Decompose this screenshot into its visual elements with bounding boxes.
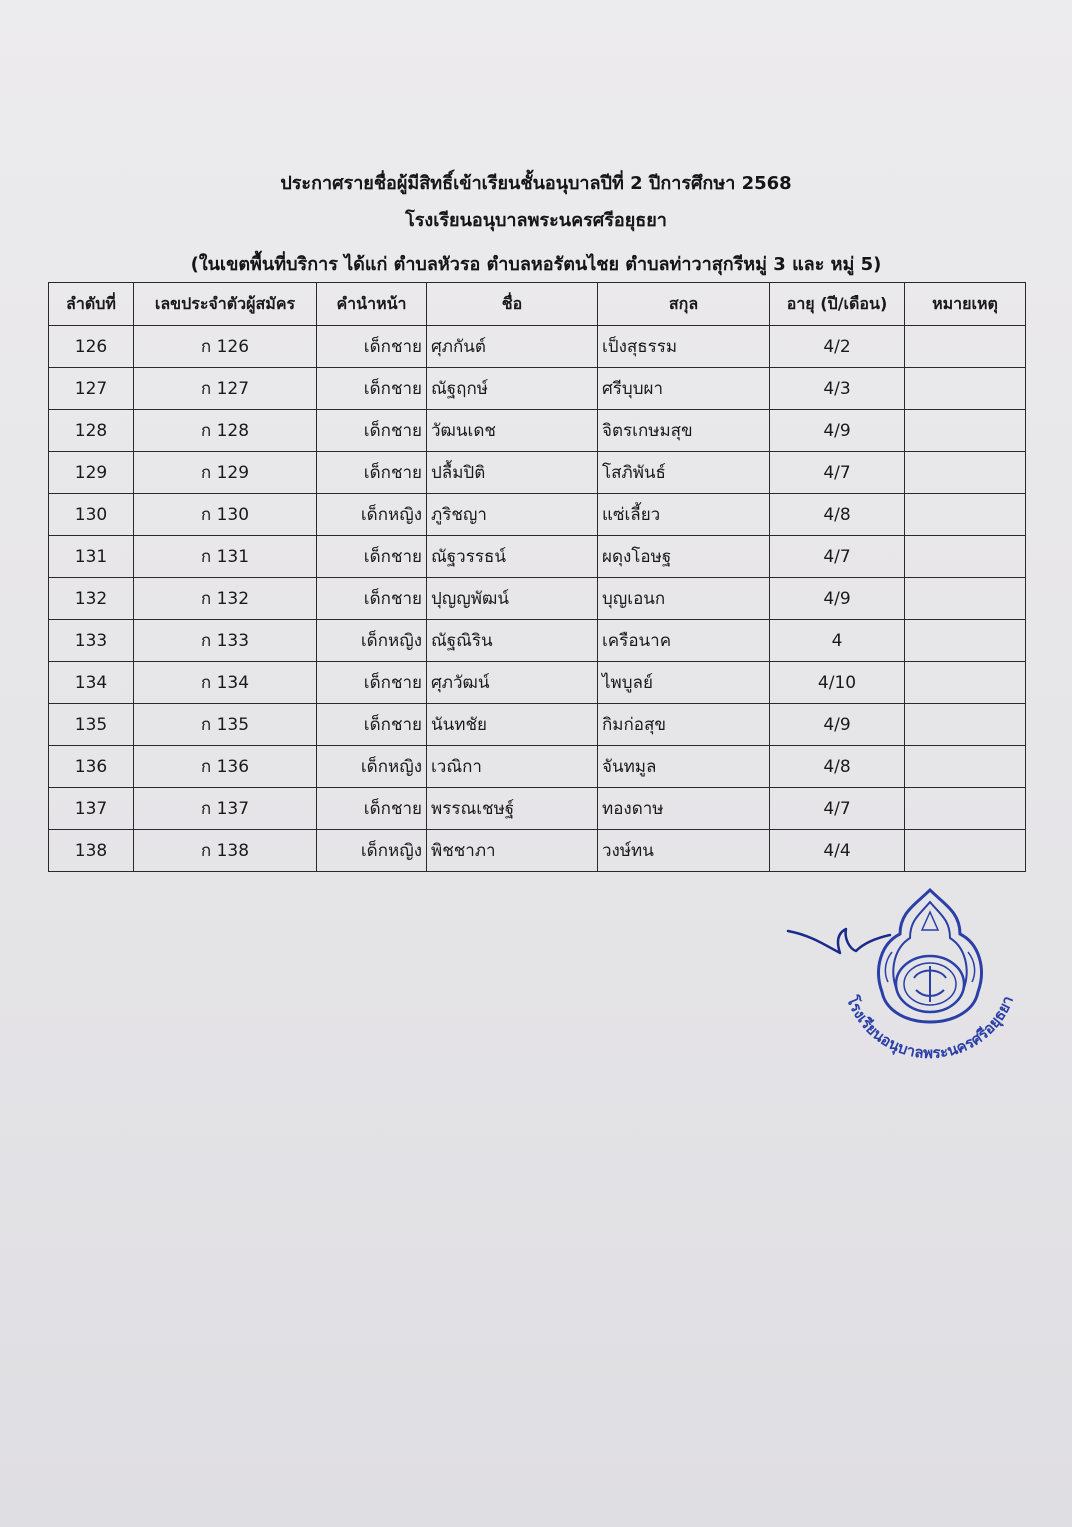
cell-first-name: พิชชาภา xyxy=(427,830,598,872)
table-row xyxy=(49,788,1026,830)
cell-age: 4/9 xyxy=(770,578,905,620)
cell-note xyxy=(905,830,1026,872)
cell-applicant-id: ก 128 xyxy=(134,410,317,452)
cell-first-name: ณัฐวรรธน์ xyxy=(427,536,598,578)
cell-first-name: ปลื้มปิติ xyxy=(427,452,598,494)
cell-note xyxy=(905,536,1026,578)
cell-order: 134 xyxy=(49,662,134,704)
cell-applicant-id: ก 130 xyxy=(134,494,317,536)
cell-age: 4/9 xyxy=(770,704,905,746)
cell-note xyxy=(905,326,1026,368)
cell-age: 4/10 xyxy=(770,662,905,704)
cell-note xyxy=(905,746,1026,788)
seal-text: โรงเรียนอนุบาลพระนครศรีอยุธยา xyxy=(842,993,1018,1063)
cell-last-name: จิตรเกษมสุข xyxy=(598,410,770,452)
cell-last-name: ผดุงโอษฐ xyxy=(598,536,770,578)
column-header: ชื่อ xyxy=(427,283,598,326)
cell-order: 129 xyxy=(49,452,134,494)
cell-note xyxy=(905,788,1026,830)
cell-prefix: เด็กชาย xyxy=(317,578,427,620)
cell-applicant-id: ก 136 xyxy=(134,746,317,788)
cell-last-name: ทองดาษ xyxy=(598,788,770,830)
cell-first-name: ณัฐฤกษ์ xyxy=(427,368,598,410)
table-row xyxy=(49,620,1026,662)
table-row xyxy=(49,452,1026,494)
school-name: โรงเรียนอนุบาลพระนครศรีอยุธยา xyxy=(405,210,667,231)
table-row xyxy=(49,326,1026,368)
cell-note xyxy=(905,704,1026,746)
cell-note xyxy=(905,578,1026,620)
cell-age: 4/2 xyxy=(770,326,905,368)
cell-order: 132 xyxy=(49,578,134,620)
cell-first-name: ปุญญพัฒน์ xyxy=(427,578,598,620)
cell-last-name: ไพบูลย์ xyxy=(598,662,770,704)
cell-age: 4/3 xyxy=(770,368,905,410)
cell-applicant-id: ก 135 xyxy=(134,704,317,746)
table-row xyxy=(49,830,1026,872)
cell-age: 4/7 xyxy=(770,536,905,578)
table-row xyxy=(49,368,1026,410)
cell-first-name: ศุภวัฒน์ xyxy=(427,662,598,704)
cell-prefix: เด็กชาย xyxy=(317,536,427,578)
cell-age: 4/7 xyxy=(770,788,905,830)
cell-last-name: บุญเอนก xyxy=(598,578,770,620)
cell-age: 4/8 xyxy=(770,746,905,788)
cell-order: 138 xyxy=(49,830,134,872)
table-row xyxy=(49,662,1026,704)
cell-age: 4/4 xyxy=(770,830,905,872)
cell-prefix: เด็กชาย xyxy=(317,704,427,746)
cell-order: 131 xyxy=(49,536,134,578)
cell-note xyxy=(905,662,1026,704)
school-seal xyxy=(830,882,1030,1092)
cell-last-name: แซ่เลี้ยว xyxy=(598,494,770,536)
cell-prefix: เด็กชาย xyxy=(317,788,427,830)
column-header: อายุ (ปี/เดือน) xyxy=(770,283,905,326)
cell-prefix: เด็กหญิง xyxy=(317,746,427,788)
cell-prefix: เด็กชาย xyxy=(317,662,427,704)
cell-applicant-id: ก 134 xyxy=(134,662,317,704)
cell-first-name: นันทชัย xyxy=(427,704,598,746)
cell-applicant-id: ก 126 xyxy=(134,326,317,368)
cell-last-name: เครือนาค xyxy=(598,620,770,662)
cell-applicant-id: ก 133 xyxy=(134,620,317,662)
cell-applicant-id: ก 127 xyxy=(134,368,317,410)
cell-prefix: เด็กชาย xyxy=(317,326,427,368)
cell-age: 4/8 xyxy=(770,494,905,536)
column-header: คำนำหน้า xyxy=(317,283,427,326)
cell-first-name: เวณิกา xyxy=(427,746,598,788)
cell-applicant-id: ก 137 xyxy=(134,788,317,830)
column-header: สกุล xyxy=(598,283,770,326)
cell-prefix: เด็กชาย xyxy=(317,452,427,494)
cell-applicant-id: ก 129 xyxy=(134,452,317,494)
cell-note xyxy=(905,368,1026,410)
cell-prefix: เด็กหญิง xyxy=(317,830,427,872)
table-row xyxy=(49,410,1026,452)
cell-applicant-id: ก 132 xyxy=(134,578,317,620)
cell-order: 137 xyxy=(49,788,134,830)
cell-prefix: เด็กหญิง xyxy=(317,620,427,662)
cell-note xyxy=(905,620,1026,662)
cell-prefix: เด็กชาย xyxy=(317,368,427,410)
cell-first-name: ภูริชญา xyxy=(427,494,598,536)
cell-first-name: ศุภกันต์ xyxy=(427,326,598,368)
table-row xyxy=(49,494,1026,536)
column-header: เลขประจำตัวผู้สมัคร xyxy=(134,283,317,326)
announcement-title: ประกาศรายชื่อผู้มีสิทธิ์เข้าเรียนชั้นอนุบาลปีที่ 2 ปีการศึกษา 2568 xyxy=(280,173,792,194)
cell-first-name: ณัฐณิริน xyxy=(427,620,598,662)
cell-order: 135 xyxy=(49,704,134,746)
cell-note xyxy=(905,494,1026,536)
cell-last-name: ศรีบุบผา xyxy=(598,368,770,410)
table-row xyxy=(49,578,1026,620)
cell-note xyxy=(905,452,1026,494)
cell-applicant-id: ก 131 xyxy=(134,536,317,578)
column-header: ลำดับที่ xyxy=(49,283,134,326)
cell-first-name: พรรณเชษฐ์ xyxy=(427,788,598,830)
cell-age: 4 xyxy=(770,620,905,662)
table-row xyxy=(49,536,1026,578)
cell-age: 4/7 xyxy=(770,452,905,494)
cell-order: 127 xyxy=(49,368,134,410)
cell-order: 128 xyxy=(49,410,134,452)
table-header-row xyxy=(49,283,1026,326)
cell-age: 4/9 xyxy=(770,410,905,452)
cell-last-name: วงษ์ทน xyxy=(598,830,770,872)
cell-first-name: วัฒนเดช xyxy=(427,410,598,452)
admission-table xyxy=(48,282,1026,872)
cell-last-name: เป็งสุธรรม xyxy=(598,326,770,368)
cell-prefix: เด็กชาย xyxy=(317,410,427,452)
cell-prefix: เด็กหญิง xyxy=(317,494,427,536)
cell-note xyxy=(905,410,1026,452)
table-row xyxy=(49,704,1026,746)
column-header: หมายเหตุ xyxy=(905,283,1026,326)
cell-order: 136 xyxy=(49,746,134,788)
cell-order: 126 xyxy=(49,326,134,368)
cell-applicant-id: ก 138 xyxy=(134,830,317,872)
cell-order: 133 xyxy=(49,620,134,662)
cell-order: 130 xyxy=(49,494,134,536)
cell-last-name: กิมก่อสุข xyxy=(598,704,770,746)
table-row xyxy=(49,746,1026,788)
service-area-note: (ในเขตพื้นที่บริการ ได้แก่ ตำบลหัวรอ ตำบลหอรัตนไชย ตำบลท่าวาสุกรีหมู่ 3 และ หมู่ 5) xyxy=(190,254,882,275)
cell-last-name: โสภิพันธ์ xyxy=(598,452,770,494)
svg-text:โรงเรียนอนุบาลพระนครศรีอยุธยา xyxy=(843,992,1018,1062)
cell-last-name: จันทมูล xyxy=(598,746,770,788)
